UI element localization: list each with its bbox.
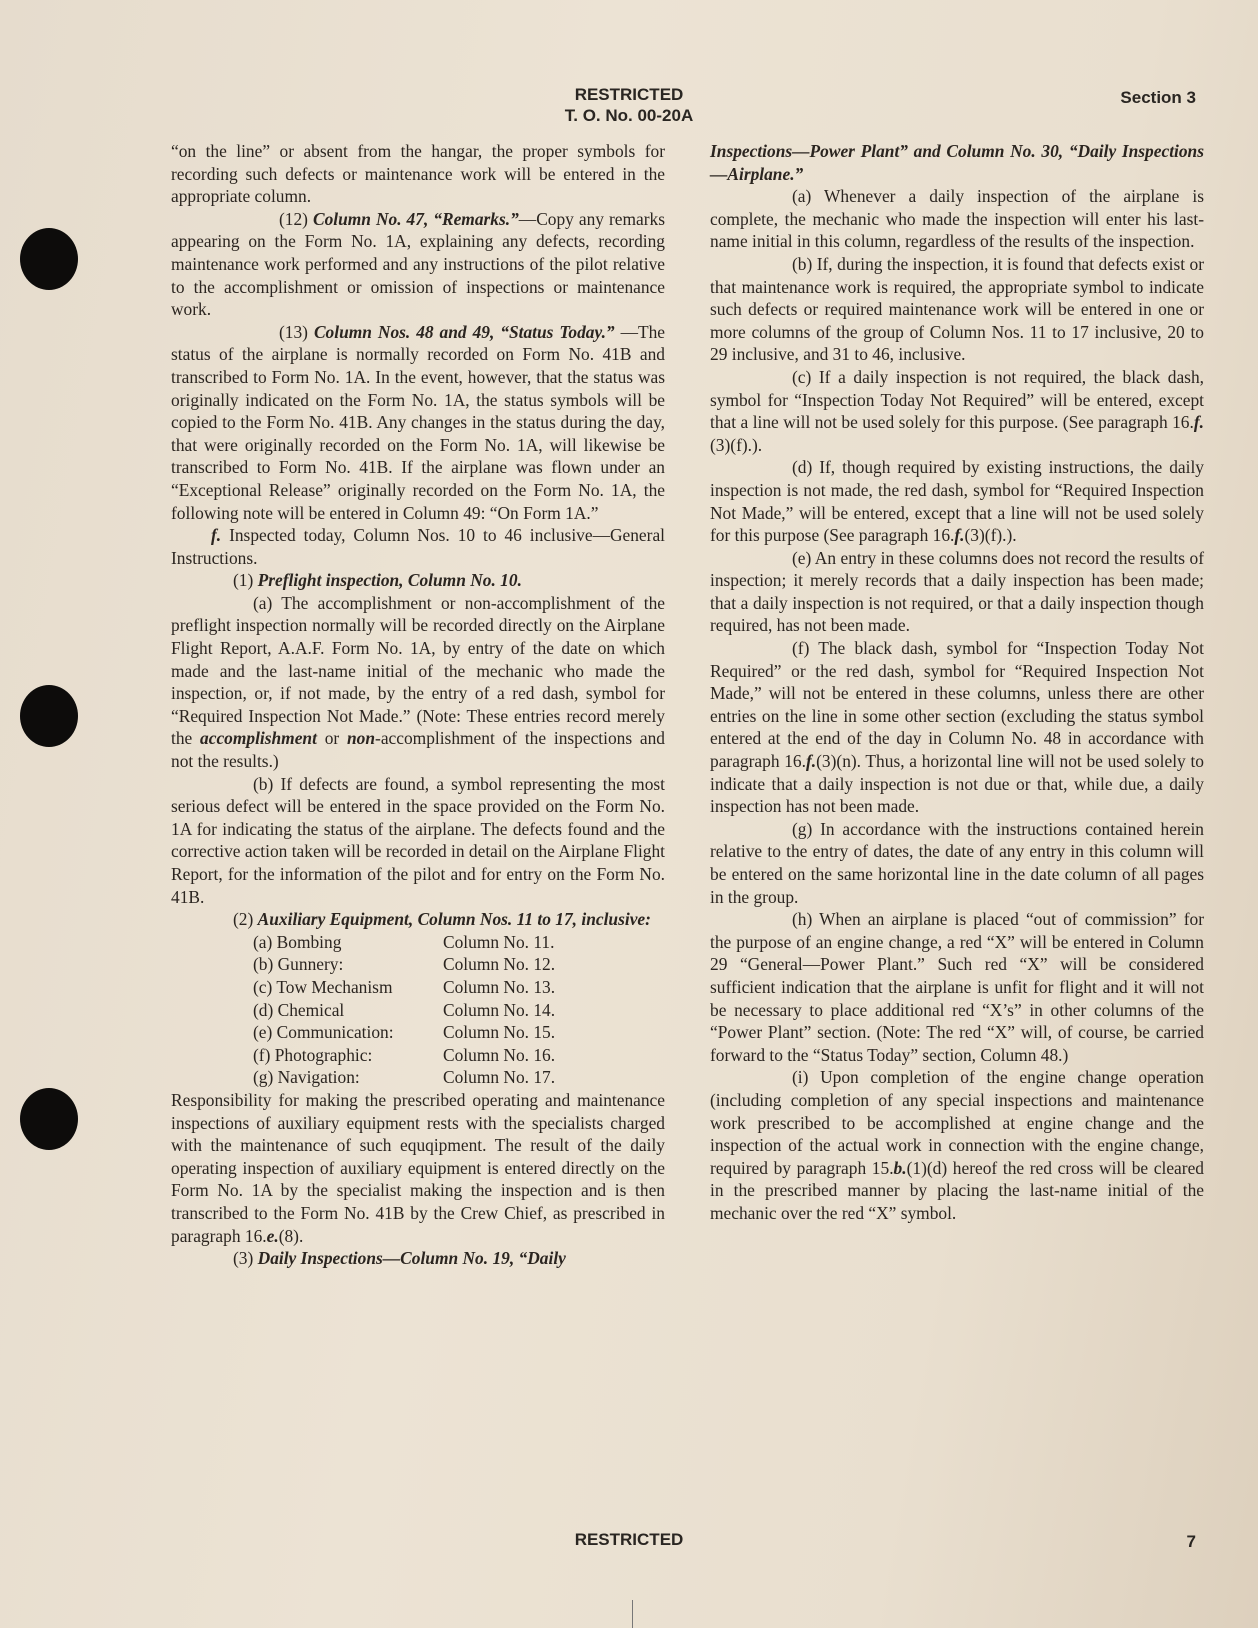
text: (b) If, during the inspection, it is found that defects exist or that maintenance work is required, the appropriate symbol to indicate such defects or required maintenance work will be entered in one or more columns of the group of Column Nos. 11 to 17 inclusive, 20 to 29 inclusive, and 31 to 46, inclusive. [710, 253, 1204, 365]
right-column [710, 140, 1204, 1225]
paragraph [171, 908, 665, 931]
equipment-name: (a) Bombing [253, 931, 342, 952]
paragraph [710, 637, 1204, 818]
equipment-name: (c) Tow Mechanism [253, 976, 393, 997]
left-paragraphs-after [171, 1089, 665, 1270]
page-header [0, 84, 1258, 126]
equipment-column: Column No. 17. [443, 1067, 556, 1088]
paragraph [171, 773, 665, 909]
equipment-column: Column No. 14. [443, 999, 556, 1020]
text: (13) [279, 321, 314, 342]
italic-text: e. [266, 1225, 279, 1246]
equipment-name: (b) Gunnery: [253, 954, 344, 975]
binder-hole [20, 228, 78, 290]
equipment-column: Column No. 11. [443, 931, 555, 952]
list-item [253, 953, 665, 976]
text: (d) If, though required by existing instructions, the daily inspection is not made, the red dash, symbol for “Required Inspection Not Made,” will be entered, except that a line will not be used solely for this purpose (See paragraph 16. [710, 457, 1204, 546]
text: -accomplishment of the inspections and not the results.) [171, 728, 666, 772]
text: (a) The accomplishment or non-accomplishment of the preflight inspection normally will be recorded directly on the Airplane Flight Report, A.A.F. Form No. 1A, by entry of the date on which made and the last-name initial of the mechanic who made the inspection, or, if not made, by the entry of a red dash, symbol for “Required Inspection Not Made.” (Note: These entries record merely the [171, 592, 665, 749]
text: (8). [278, 1225, 304, 1246]
paragraph [710, 185, 1204, 253]
paragraph [171, 140, 665, 208]
paragraph [710, 1066, 1204, 1224]
text: (i) Upon completion of the engine change operation (including completion of any special inspections and maintenance work prescribed to be accomplished at engine change and the inspection of the actual work in connection with the engine change, required by paragraph 15. [710, 1067, 1204, 1178]
paragraph [171, 1089, 665, 1247]
paragraph [171, 592, 665, 773]
italic-text: Column No. 47, “Remarks.” [312, 208, 519, 229]
italic-text: Preflight inspection, Column No. 10. [257, 570, 522, 591]
text: Responsibility for making the prescribed operating and maintenance inspections of auxiliary equipment rests with the specialists charged with the maintenance of such equqipment. The result of the daily operating inspection of auxiliary equipment is entered directly on the Form No. 1A by the specialist making the inspection and is then transcribed to the Form No. 41B by the Crew Chief, as prescribed in paragraph 16. [171, 1089, 665, 1246]
italic-text: b. [893, 1157, 907, 1178]
italic-text: Daily Inspections—Column No. 19, “Daily [257, 1248, 566, 1269]
text: (1)(d) hereof the red cross will be cleared in the prescribed manner by placing the last-name initial of the mechanic over the red “X” symbol. [710, 1157, 1204, 1223]
right-paragraphs [710, 140, 1204, 1225]
paragraph [710, 456, 1204, 546]
header-to-number: T. O. No. 00-20A [564, 106, 694, 125]
paragraph [710, 253, 1204, 366]
equipment-column: Column No. 16. [443, 1044, 556, 1065]
equipment-column: Column No. 12. [443, 954, 556, 975]
footer-classification: RESTRICTED [574, 1530, 684, 1549]
list-item [253, 931, 665, 954]
list-item [253, 1044, 665, 1067]
page-number: 7 [1186, 1532, 1196, 1551]
binder-hole [20, 1088, 78, 1150]
paragraph [710, 908, 1204, 1066]
paragraph [171, 321, 665, 524]
scan-mark [632, 1600, 633, 1628]
equipment-name: (g) Navigation: [253, 1067, 360, 1088]
text: —The status of the airplane is normally recorded on Form No. 41B and transcribed to Form No. 1A. In the event, however, that the status was originally indicated on the Form No. 1A, the status symbols will be copied to the Form No. 41B. Any changes in the status during the day, that were originally recorded on the Form No. 1A, will likewise be transcribed to Form No. 41B. If the airplane was flown under an “Exceptional Release” originally recorded on the Form No. 1A, the following note will be entered in Column 49: “On Form 1A.” [171, 321, 665, 523]
text: (a) Whenever a daily inspection of the airplane is complete, the mechanic who made the inspection will enter his last-name initial in this column, regardless of the results of the inspection. [710, 186, 1204, 252]
binder-hole [20, 685, 78, 747]
list-item [253, 999, 665, 1022]
text: (h) When an airplane is placed “out of commission” for the purpose of an engine change, a red “X” will be entered in Column 29 “General—Power Plant.” Such red “X” will be considered sufficient indication that the airplane is unfit for flight and it will not be necessary to place additional red “X’s” in other columns of the “Power Plant” section. (Note: The red “X” will, of course, be carried forward to the “Status Today” section, Column 48.) [710, 909, 1204, 1065]
paragraph [710, 818, 1204, 908]
italic-text: f. [954, 525, 965, 546]
paragraph [171, 1247, 665, 1270]
italic-text: non [346, 728, 376, 749]
equipment-name: (e) Communication: [253, 1022, 394, 1043]
text: (g) In accordance with the instructions contained herein relative to the entry of dates, the date of any entry in this column will be entered on the same horizontal line in the date column of all pages in the group. [710, 818, 1204, 907]
italic-text: Column Nos. 48 and 49, “Status Today.” [313, 321, 615, 342]
header-classification: RESTRICTED [574, 85, 684, 104]
auxiliary-equipment-list [253, 931, 665, 1089]
italic-text: f. [1193, 412, 1204, 433]
text: “on the line” or absent from the hangar, the proper symbols for recording such defects or maintenance work will be entered in the appropriate column. [171, 141, 665, 207]
text: (b) If defects are found, a symbol representing the most serious defect will be entered in the space provided on the Form No. 1A for indicating the status of the airplane. The defects found and the corrective action taken will be recorded in detail on the Airplane Flight Report, for the information of the pilot and for entry on the Form No. 41B. [171, 773, 666, 907]
paragraph [171, 208, 665, 321]
italic-text: accomplishment [200, 728, 317, 749]
text: —Copy any remarks appearing on the Form No. 1A, explaining any defects, recording maintenance work performed and any instructions of the pilot relative to the accomplishment or omission of inspections or maintenance work. [171, 208, 665, 320]
text: (e) An entry in these columns does not record the results of inspection; it merely records that a daily inspection has been made; that a daily inspection is not required, or that a daily inspection though required, has not been made. [710, 547, 1204, 636]
text: (c) If a daily inspection is not required, the black dash, symbol for “Inspection Today Not Required” will be entered, except that a line will not be used solely for this purpose. (See paragraph 16. [710, 366, 1204, 433]
left-paragraphs [171, 140, 665, 931]
text: or [316, 728, 347, 749]
paragraph [171, 569, 665, 592]
paragraph [710, 140, 1204, 185]
paragraph [710, 547, 1204, 637]
list-item [253, 1066, 665, 1089]
italic-text: Auxiliary Equipment, Column Nos. 11 to 17, inclusive: [257, 909, 651, 930]
paragraph [171, 524, 665, 569]
text: (3)(n). Thus, a horizontal line will not be used solely to indicate that a daily inspection is not due or that, while due, a daily inspection has not been made. [710, 751, 1204, 817]
text: (f) The black dash, symbol for “Inspection Today Not Required” or the red dash, symbol for “Required Inspection Not Made,” will not be entered in these columns, unless there are other entries on the line in some other section (excluding the status symbol entered at the end of the day in Column No. 48 in accordance with paragraph 16. [710, 638, 1204, 772]
list-item [253, 1021, 665, 1044]
equipment-column: Column No. 15. [443, 1022, 556, 1043]
equipment-column: Column No. 13. [443, 976, 556, 997]
italic-text: f. [211, 525, 222, 546]
header-section: Section 3 [1120, 88, 1196, 107]
left-column [171, 140, 665, 1270]
text: (2) [233, 909, 258, 930]
list-item [253, 976, 665, 999]
text: (12) [279, 208, 313, 229]
italic-text: Inspections—Power Plant” and Column No. 30, “Daily Inspections—Airplane.” [710, 141, 1204, 184]
italic-text: f. [805, 751, 817, 772]
equipment-name: (d) Chemical [253, 999, 345, 1020]
text: (1) [233, 570, 258, 591]
text: (3) [233, 1248, 258, 1269]
text: (3)(f).). [710, 434, 763, 455]
paragraph [710, 366, 1204, 456]
equipment-name: (f) Photographic: [253, 1044, 373, 1065]
text: Inspected today, Column Nos. 10 to 46 inclusive—General Instructions. [171, 525, 665, 568]
text: (3)(f).). [964, 525, 1017, 546]
